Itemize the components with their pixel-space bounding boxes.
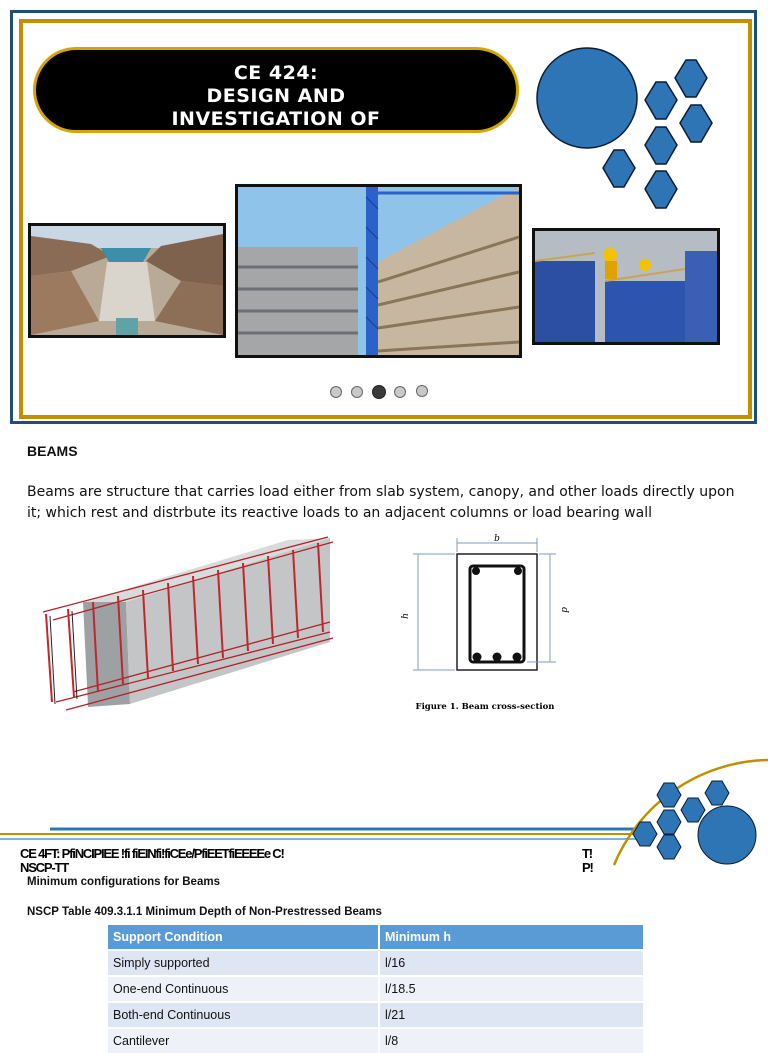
title-line-4: BEAMS	[237, 131, 315, 153]
table-cell: l/8	[379, 1028, 644, 1053]
column-header-min-h: Minimum h	[379, 925, 644, 950]
table-cell: l/18.5	[379, 976, 644, 1002]
reinforced-beam-3d-illustration	[38, 532, 363, 717]
beams-description: Beams are structure that carries load either from slab system, canopy, and other loads directly upon it; which rest and distrbute its reactive loads to an adjacent columns or load bearing wall	[27, 484, 735, 521]
decor-hexagon	[675, 60, 707, 97]
dam-photo-illustration	[31, 226, 223, 335]
nscp-table-title: NSCP Table 409.3.1.1 Minimum Depth of Non-Prestressed Beams	[27, 906, 382, 918]
footer-course-line: CE 4FT: PfiNCIPIEE !fi fiEINfi!fiCEe/PfiEETfiEEEEe C!	[20, 846, 284, 861]
course-title-banner	[33, 47, 519, 153]
figure-caption: Figure 1. Beam cross-section	[415, 702, 555, 712]
table-cell: l/21	[379, 1002, 644, 1028]
formwork-workers-photo	[532, 228, 720, 345]
beam-cross-section-figure	[400, 530, 570, 715]
table-cell: Simply supported	[108, 950, 379, 976]
table-row	[108, 1028, 644, 1053]
dimension-label-h: h	[401, 613, 411, 619]
formwork-photo-illustration	[535, 231, 717, 342]
title-line-1: CE 424:	[233, 62, 319, 84]
carousel-dot-1[interactable]	[330, 386, 342, 398]
footer-hexagon	[657, 810, 681, 834]
table-cell: l/16	[379, 950, 644, 976]
carousel-dot-5[interactable]	[416, 385, 428, 397]
footer-right-text: T!	[582, 846, 592, 861]
table-cell: Both-end Continuous	[108, 1002, 379, 1028]
construction-building-photo	[235, 184, 522, 358]
footer-hexagon	[681, 798, 705, 822]
table-row	[108, 1002, 644, 1028]
table-cell: Cantilever	[108, 1028, 379, 1053]
table-cell: One-end Continuous	[108, 976, 379, 1002]
decor-hexagon	[680, 105, 712, 142]
building-photo-illustration	[238, 187, 519, 355]
footer-right-text-2: P!	[582, 860, 593, 875]
footer-course-line-2: NSCP-TT	[20, 860, 68, 875]
section-heading: BEAMS	[27, 443, 78, 459]
carousel-dot-2[interactable]	[351, 386, 363, 398]
table-row	[108, 976, 644, 1002]
footer-hexagon	[657, 783, 681, 807]
decor-hexagon	[645, 171, 677, 208]
decor-hexagon	[645, 82, 677, 119]
footer-hexagon	[705, 781, 729, 805]
min-depth-table	[108, 925, 645, 1053]
dimension-label-d: d	[559, 607, 569, 613]
footer-hexagon	[657, 835, 681, 859]
footer-right-clip	[580, 844, 610, 875]
min-config-title: Minimum configurations for Beams	[27, 876, 220, 888]
hexagon-decoration	[530, 42, 760, 217]
dam-photo	[28, 223, 226, 338]
footer-decor-circle	[698, 806, 756, 864]
carousel-dot-3-active[interactable]	[372, 385, 386, 399]
table-header-row	[108, 925, 644, 950]
title-line-3: INVESTIGATION OF	[171, 108, 381, 130]
carousel-dot-4[interactable]	[394, 386, 406, 398]
dimension-label-b: b	[494, 534, 500, 544]
table-row	[108, 950, 644, 976]
column-header-support: Support Condition	[108, 925, 379, 950]
footer-course-line-clip	[0, 844, 620, 875]
decor-hexagon	[603, 150, 635, 187]
decor-circle	[537, 48, 637, 148]
decor-hexagon	[645, 127, 677, 164]
title-line-2: DESIGN AND	[206, 85, 346, 107]
